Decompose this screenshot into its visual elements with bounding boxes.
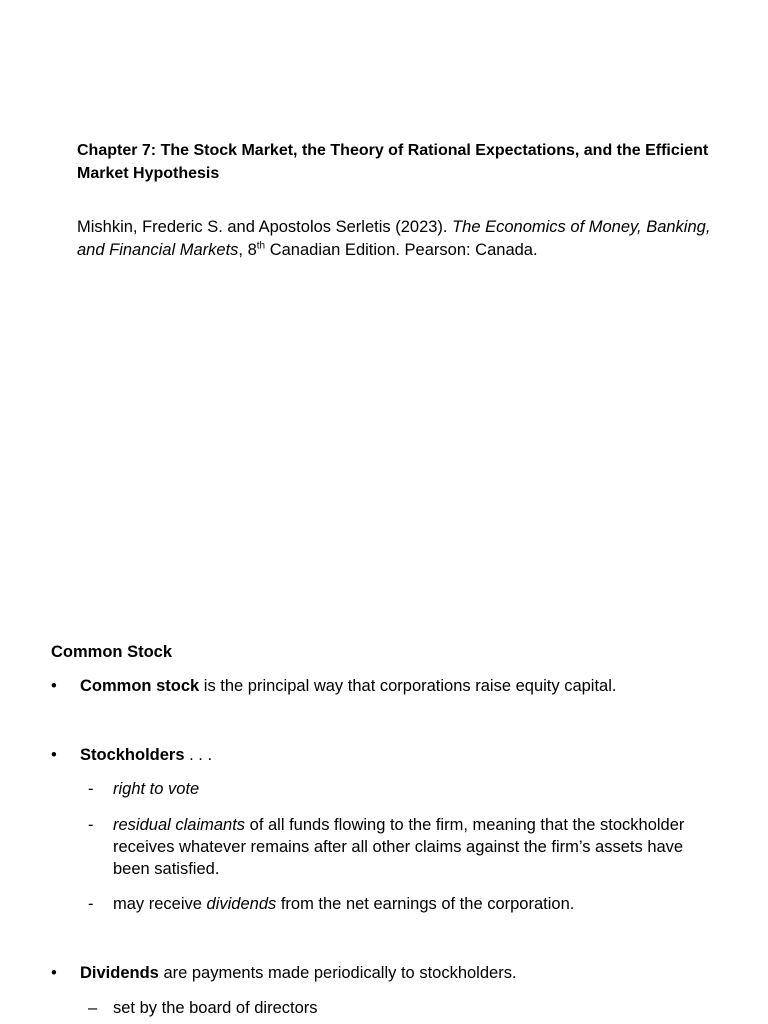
list-item-term: Common stock xyxy=(80,677,200,695)
sub-list-item-prefix: may receive xyxy=(113,895,207,913)
citation-book-title: The Economics of Money, Banking, and Financial Markets xyxy=(77,218,711,259)
sub-list-item-body: from the net earnings of the corporation. xyxy=(276,895,575,913)
sub-list-item-emphasis: residual claimants xyxy=(113,816,246,834)
dash-icon: - xyxy=(88,816,94,834)
sub-list-item xyxy=(88,893,708,917)
citation-edition-suffix: th xyxy=(256,240,266,252)
bullet-icon: • xyxy=(51,746,57,764)
list-item-term: Dividends xyxy=(80,964,159,982)
citation-authors: Mishkin, Frederic S. and Apostolos Serletis (2023). xyxy=(77,218,453,236)
dash-icon: - xyxy=(88,895,94,913)
dash-icon: – xyxy=(88,999,98,1017)
sub-list-item-body: of all funds flowing to the firm, meaning that the stockholder receives whatever remains after all other claims against the firm’s assets have been satisfied. xyxy=(113,816,685,878)
list-item-body: . . . xyxy=(184,746,213,764)
list-item-body: are payments made periodically to stockholders. xyxy=(158,964,517,982)
sub-list-item-text xyxy=(113,778,693,800)
list-item-term: Stockholders xyxy=(80,746,185,764)
sub-list-item-emphasis: dividends xyxy=(206,895,277,913)
list-item xyxy=(51,744,731,768)
bullet-icon: • xyxy=(51,964,57,982)
list-item-text xyxy=(80,962,720,984)
section-heading: Common Stock xyxy=(51,643,173,661)
list-item-text xyxy=(80,744,720,766)
dash-icon: - xyxy=(88,780,94,798)
sub-list-item-text xyxy=(113,893,693,915)
sub-list-item xyxy=(88,814,708,884)
list-item xyxy=(51,675,731,699)
citation-edition: , 8 xyxy=(238,241,257,259)
sub-list-item xyxy=(88,997,708,1021)
sub-list-item xyxy=(88,778,708,802)
bullet-icon: • xyxy=(51,677,57,695)
list-item-body: is the principal way that corporations raise equity capital. xyxy=(199,677,617,695)
chapter-title: Chapter 7: The Stock Market, the Theory of Rational Expectations, and the Efficient Market Hypothesis xyxy=(77,142,709,182)
list-item xyxy=(51,962,731,986)
sub-list-item-emphasis: right to vote xyxy=(113,780,200,798)
sub-list-item-text xyxy=(113,814,693,880)
citation-rest: Canadian Edition. Pearson: Canada. xyxy=(265,241,538,259)
list-item-text xyxy=(80,675,720,697)
citation xyxy=(77,216,717,262)
sub-list-item-text: set by the board of directors xyxy=(113,999,318,1017)
